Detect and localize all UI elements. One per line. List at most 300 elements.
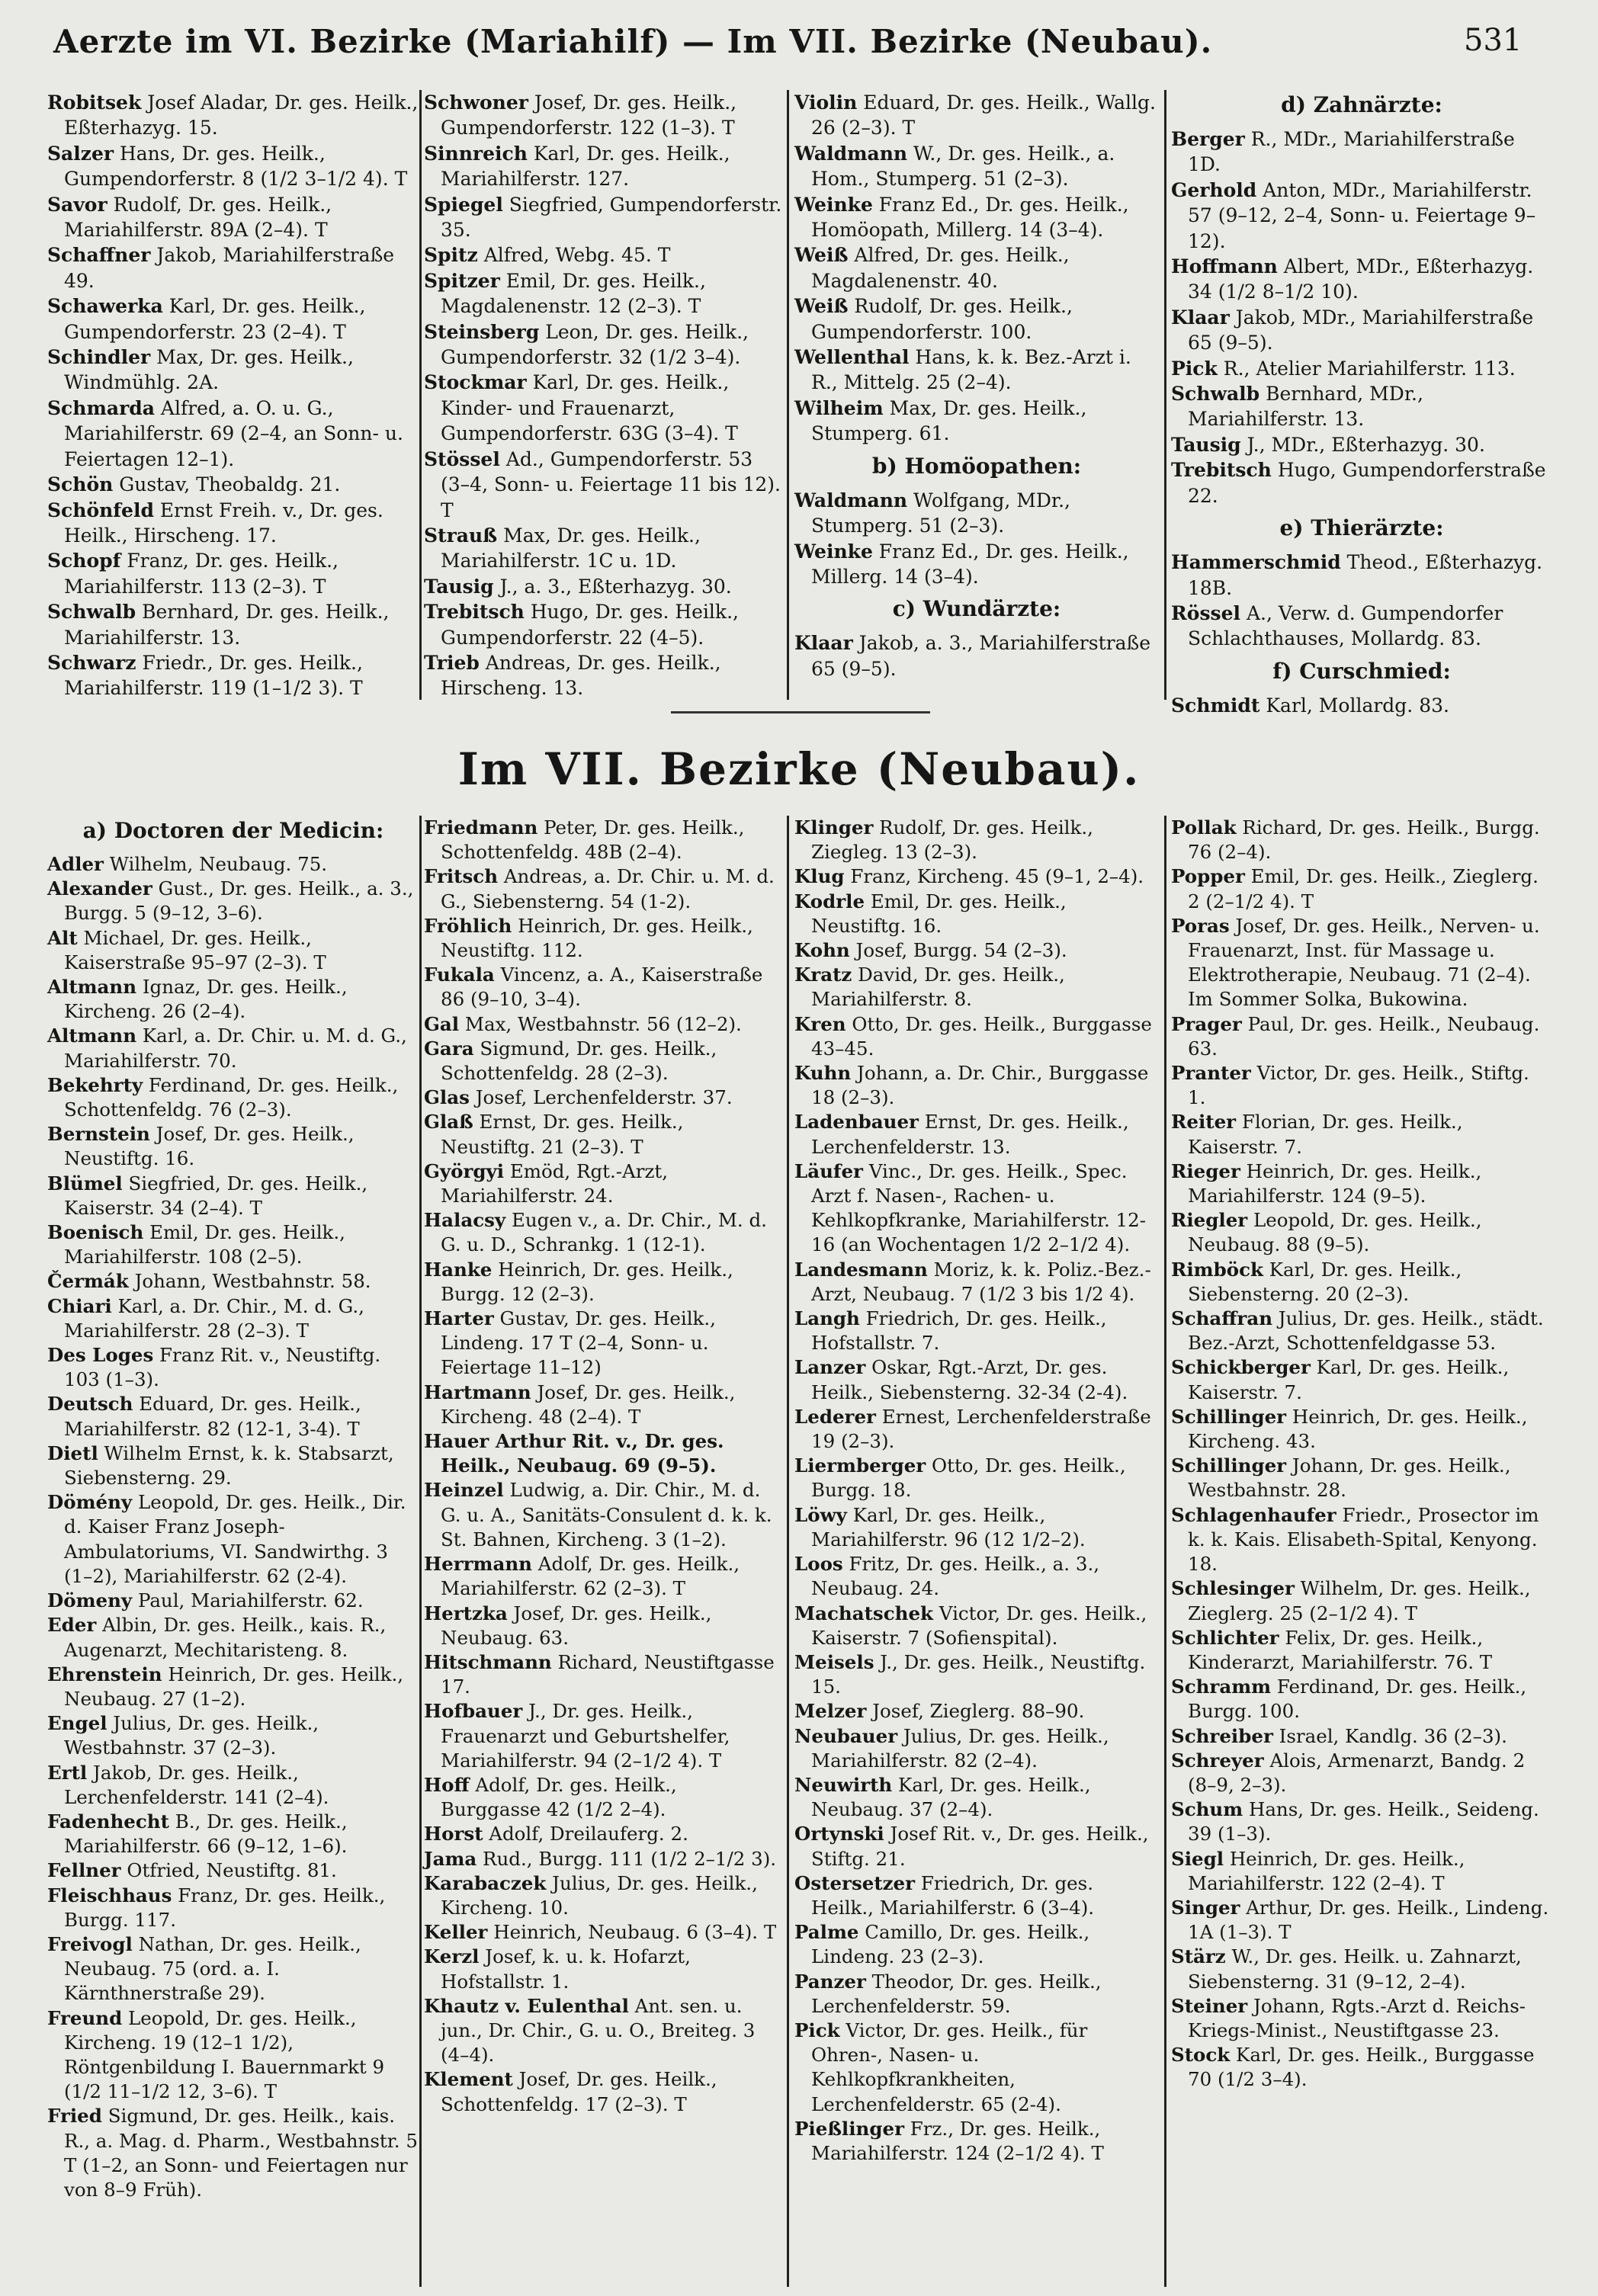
entry-details: Franz, Dr. ges. Heilk., Burgg. 117. bbox=[64, 1884, 386, 1931]
entry-details: Josef, Dr. ges. Heilk., Neubaug. 63. bbox=[441, 1602, 712, 1649]
entry-details: A., Verw. d. Gumpendorfer Schlachthauses, Mollardg. 83. bbox=[1188, 601, 1503, 650]
entry-name: Hartmann bbox=[424, 1380, 531, 1403]
directory-entry bbox=[794, 816, 1159, 864]
entry-name: Györgyi bbox=[424, 1159, 505, 1182]
entry-details: Victor, Dr. ges. Heilk., Stiftg. 1. bbox=[1188, 1062, 1529, 1109]
directory-entry bbox=[424, 914, 782, 963]
directory-entry bbox=[794, 1405, 1159, 1454]
entry-name: Strauß bbox=[424, 524, 498, 547]
entry-details: Gust., Dr. ges. Heilk., a. 3., Burgg. 5 (9–12, 3–6). bbox=[64, 877, 414, 925]
entry-name: Fritsch bbox=[424, 865, 499, 888]
entry-details: Wilhelm, Neubaug. 75. bbox=[103, 853, 328, 875]
entry-name: Hauer Arthur Rit. v., Dr. ges. Heilk., Neubaug. 69 (9–5). bbox=[424, 1430, 724, 1477]
entry-details: Paul, Dr. ges. Heilk., Neubaug. 63. bbox=[1188, 1012, 1540, 1060]
directory-entry bbox=[47, 345, 419, 396]
entry-details: Karl, Dr. ges. Heilk., Siebensterng. 20 (2–3). bbox=[1188, 1258, 1462, 1305]
entry-details: Julius, Dr. ges. Heilk., städt. Bez.-Arzt, Schottenfeldgasse 53. bbox=[1188, 1307, 1544, 1355]
entry-details: Karl, Mollardg. 83. bbox=[1259, 694, 1449, 717]
page-number: 531 bbox=[1464, 23, 1523, 58]
entry-name: Blümel bbox=[47, 1172, 123, 1194]
entry-details: Heinrich, Dr. ges. Heilk., Mariahilferstr. 124 (9–5). bbox=[1188, 1159, 1482, 1207]
entry-name: Liermberger bbox=[794, 1454, 926, 1477]
entry-details: Arthur, Dr. ges. Heilk., Lindeng. 1A (1–3). T bbox=[1188, 1896, 1549, 1944]
directory-entry bbox=[424, 90, 782, 141]
entry-details: Karl, Dr. ges. Heilk., Mariahilferstr. 96 (12 1/2–2). bbox=[811, 1503, 1086, 1550]
entry-name: Pick bbox=[1171, 357, 1218, 380]
directory-entry bbox=[424, 1307, 782, 1380]
entry-details: Albert, MDr., Eßterhazyg. 34 (1/2 8–1/2 10). bbox=[1188, 255, 1534, 303]
entry-details: Emil, Dr. ges. Heilk., Mariahilferstr. 108 (2–5). bbox=[64, 1221, 345, 1268]
entry-name: Dietl bbox=[47, 1441, 98, 1464]
directory-entry bbox=[794, 630, 1159, 681]
entry-details: Nathan, Dr. ges. Heilk., Neubaug. 75 (ord. a. I. Kärnthnerstraße 29). bbox=[64, 1932, 361, 2005]
section-heading-homoeopathen: b) Homöopathen: bbox=[871, 453, 1082, 479]
entry-name: Trebitsch bbox=[1171, 459, 1272, 482]
directory-entry bbox=[794, 1970, 1159, 2019]
entry-details: Camillo, Dr. ges. Heilk., Lindeng. 23 (2–3). bbox=[811, 1921, 1090, 1968]
directory-entry bbox=[794, 1258, 1159, 1307]
entry-name: Gerhold bbox=[1171, 178, 1257, 201]
entry-details: Hugo, Gumpendorferstraße 22. bbox=[1188, 459, 1546, 507]
entry-details: Michael, Dr. ges. Heilk., Kaiserstraße 95–97 (2–3). T bbox=[64, 926, 326, 973]
entry-name: Hoffmann bbox=[1171, 255, 1278, 278]
entry-details: Josef, Zieglerg. 88–90. bbox=[866, 1700, 1085, 1723]
directory-entry bbox=[424, 141, 782, 192]
entry-details: Heinrich, Dr. ges. Heilk., Burgg. 12 (2–3). bbox=[441, 1258, 733, 1305]
entry-name: Schlagenhaufer bbox=[1171, 1503, 1336, 1526]
directory-entry bbox=[47, 1220, 419, 1269]
entry-name: Klaar bbox=[794, 632, 853, 655]
entry-name: Spiegel bbox=[424, 193, 503, 216]
section-heading-doctoren: a) Doctoren der Medicin: bbox=[82, 818, 384, 843]
directory-entry bbox=[47, 498, 419, 549]
directory-entry bbox=[794, 1724, 1159, 1773]
directory-entry bbox=[47, 192, 419, 243]
directory-entry bbox=[794, 1503, 1159, 1552]
directory-entry bbox=[1171, 601, 1552, 652]
entry-name: Violin bbox=[794, 91, 858, 114]
entry-name: Steiner bbox=[1171, 1994, 1248, 2017]
entry-name: Schmarda bbox=[47, 396, 155, 419]
entry-details: Johann, Rgts.-Arzt d. Reichs-Kriegs-Minist., Neustiftgasse 23. bbox=[1188, 1994, 1526, 2041]
directory-entry bbox=[1171, 127, 1552, 178]
entry-details: Alfred, a. O. u. G., Mariahilferstr. 69 (2–4, an Sonn- u. Feiertagen 12–1). bbox=[64, 396, 403, 470]
entry-name: Hanke bbox=[424, 1258, 493, 1281]
entry-name: Jama bbox=[424, 1847, 477, 1870]
directory-entry bbox=[1171, 1307, 1552, 1355]
entry-details: J., Dr. ges. Heilk., Neustiftg. 15. bbox=[811, 1650, 1146, 1698]
directory-entry bbox=[1171, 1355, 1552, 1404]
directory-entry bbox=[794, 1110, 1159, 1159]
entry-name: Kuhn bbox=[794, 1062, 852, 1085]
entry-details: Josef, Dr. ges. Heilk., Kircheng. 48 (2–4). T bbox=[441, 1380, 736, 1428]
entry-name: Fried bbox=[47, 2105, 102, 2128]
entry-name: Kren bbox=[794, 1012, 846, 1035]
entry-details: Josef, Dr. ges. Heilk., Schottenfeldg. 17 (2–3). T bbox=[441, 2068, 717, 2115]
directory-entry bbox=[794, 1012, 1159, 1061]
column-1 bbox=[47, 90, 419, 700]
entry-name: Schawerka bbox=[47, 295, 163, 318]
entry-name: Riegler bbox=[1171, 1209, 1248, 1232]
entry-name: Spitz bbox=[424, 244, 478, 267]
directory-entry bbox=[1171, 1576, 1552, 1625]
directory-entry bbox=[47, 1810, 419, 1858]
column-rule bbox=[787, 90, 789, 700]
entry-details: Johann, Dr. ges. Heilk., Westbahnstr. 28. bbox=[1188, 1454, 1511, 1502]
directory-entry bbox=[794, 1650, 1159, 1699]
directory-entry bbox=[424, 1920, 782, 1945]
entry-details: Bernhard, MDr., Mariahilferstr. 13. bbox=[1188, 383, 1423, 431]
entry-name: Ortynski bbox=[794, 1823, 884, 1845]
entry-name: Lanzer bbox=[794, 1356, 866, 1379]
entry-details: Vinc., Dr. ges. Heilk., Spec. Arzt f. Nasen-, Rachen- u. Kehlkopfkranke, Mariahilferstr. 12-16 (an Wochentagen 1/2 2–1/2 4). bbox=[811, 1159, 1147, 1256]
directory-entry bbox=[1171, 1061, 1552, 1110]
directory-entry bbox=[1171, 1749, 1552, 1797]
directory-entry bbox=[47, 650, 419, 701]
entry-name: Gara bbox=[424, 1037, 474, 1060]
entry-details: Leopold, Dr. ges. Heilk., Dir. d. Kaiser Franz Joseph-Ambulatoriums, VI. Sandwirthg. 3 (1–2), Mariahilferstr. 62 (2-4). bbox=[64, 1491, 406, 1587]
directory-entry bbox=[794, 1552, 1159, 1601]
directory-entry bbox=[47, 1392, 419, 1441]
column-1 bbox=[47, 816, 419, 2287]
entry-name: Des Loges bbox=[47, 1344, 154, 1367]
entry-name: Schillinger bbox=[1171, 1405, 1287, 1428]
directory-entry bbox=[1171, 914, 1552, 1012]
entry-name: Schön bbox=[47, 473, 114, 496]
entry-details: B., Dr. ges. Heilk., Mariahilferstr. 66 (9–12, 1–6). bbox=[64, 1810, 348, 1858]
entry-details: Josef, Burgg. 54 (2–3). bbox=[849, 939, 1067, 962]
entry-name: Pollak bbox=[1171, 816, 1237, 839]
directory-entry bbox=[794, 1159, 1159, 1258]
entry-name: Harter bbox=[424, 1307, 494, 1330]
directory-entry bbox=[1171, 356, 1552, 381]
directory-entry bbox=[424, 1110, 782, 1159]
entry-name: Klinger bbox=[794, 816, 874, 839]
entry-name: Schreyer bbox=[1171, 1749, 1264, 1772]
entry-name: Schreiber bbox=[1171, 1724, 1273, 1747]
entry-name: Langh bbox=[794, 1307, 860, 1330]
entry-details: Emöd, Rgt.-Arzt, Mariahilferstr. 24. bbox=[441, 1159, 668, 1207]
directory-entry bbox=[47, 926, 419, 975]
entry-details: Julius, Dr. ges. Heilk., Mariahilferstr. 82 (2–4). bbox=[811, 1724, 1109, 1772]
entry-name: Schmidt bbox=[1171, 694, 1260, 717]
directory-entry bbox=[794, 1061, 1159, 1110]
entry-name: Dömeny bbox=[47, 1589, 133, 1612]
directory-entry bbox=[47, 1589, 419, 1613]
directory-entry bbox=[424, 1650, 782, 1699]
directory-entry bbox=[424, 1945, 782, 1993]
entry-name: Horst bbox=[424, 1823, 483, 1845]
directory-entry bbox=[1171, 1896, 1552, 1945]
entry-details: Heinrich, Dr. ges. Heilk., Neustiftg. 112. bbox=[441, 914, 753, 962]
entry-name: Melzer bbox=[794, 1700, 867, 1723]
entry-details: Josef, Dr. ges. Heilk., Neustiftg. 16. bbox=[64, 1123, 355, 1170]
entry-details: Rudolf, Dr. ges. Heilk., Ziegleg. 13 (2–3). bbox=[811, 816, 1093, 864]
entry-name: Ostersetzer bbox=[794, 1871, 916, 1894]
entry-name: Schindler bbox=[47, 346, 151, 369]
thieraerzte-list bbox=[1171, 550, 1552, 652]
entry-name: Heinzel bbox=[424, 1479, 504, 1502]
entry-name: Pießlinger bbox=[794, 2117, 904, 2140]
entry-name: Kerzl bbox=[424, 1945, 480, 1968]
entry-name: Weiß bbox=[794, 295, 849, 318]
directory-entry bbox=[47, 1269, 419, 1294]
entry-name: Tausig bbox=[1171, 433, 1241, 456]
entry-details: Vincenz, a. A., Kaiserstraße 86 (9–10, 3–4). bbox=[441, 964, 763, 1011]
directory-entry bbox=[424, 816, 782, 864]
section-title: Im VII. Bezirke (Neubau). bbox=[457, 743, 1141, 795]
entry-details: Franz, Kircheng. 45 (9–1, 2–4). bbox=[844, 865, 1144, 888]
directory-entry bbox=[1171, 381, 1552, 432]
entry-name: Tausig bbox=[424, 575, 494, 598]
entry-name: Dömény bbox=[47, 1491, 133, 1514]
directory-entry bbox=[47, 242, 419, 293]
entry-name: Altmann bbox=[47, 976, 137, 999]
directory-entry bbox=[1171, 550, 1552, 601]
directory-entry bbox=[1171, 1797, 1552, 1846]
running-title: Aerzte im VI. Bezirke (Mariahilf) — Im VII. Bezirke (Neubau). bbox=[53, 23, 1213, 60]
directory-entry bbox=[794, 90, 1159, 141]
directory-entry bbox=[47, 1294, 419, 1343]
directory-entry bbox=[424, 1012, 782, 1037]
directory-entry bbox=[424, 599, 782, 650]
entry-details: Andreas, a. Dr. Chir. u. M. d. G., Siebensterng. 54 (1-2). bbox=[441, 865, 775, 912]
directory-entry bbox=[1171, 1503, 1552, 1577]
directory-entry bbox=[1171, 693, 1552, 718]
section-heading-zahnaerzte: d) Zahnärzte: bbox=[1281, 92, 1442, 117]
entry-name: Schwalb bbox=[1171, 383, 1260, 406]
entry-details: Max, Dr. ges. Heilk., Windmühlg. 2A. bbox=[64, 346, 354, 394]
entry-details: Karl, Dr. ges. Heilk., Kinder- und Frauenarzt, Gumpendorferstr. 63G (3–4). T bbox=[441, 371, 738, 445]
entry-details: Hans, Dr. ges. Heilk., Gumpendorferstr. 8 (1/2 3–1/2 4). T bbox=[64, 142, 408, 191]
entry-name: Schaffran bbox=[1171, 1307, 1273, 1330]
entry-details: R., Atelier Mariahilferstr. 113. bbox=[1217, 357, 1516, 380]
entry-name: Berger bbox=[1171, 128, 1245, 150]
entry-details: Leopold, Dr. ges. Heilk., Neubaug. 88 (9–5). bbox=[1188, 1209, 1482, 1256]
entry-name: Gal bbox=[424, 1012, 460, 1035]
directory-entry bbox=[794, 293, 1159, 345]
entry-name: Ertl bbox=[47, 1761, 88, 1784]
entry-name: Glaß bbox=[424, 1111, 473, 1134]
directory-entry bbox=[424, 1994, 782, 2068]
entry-name: Kratz bbox=[794, 964, 852, 986]
entry-name: Hoff bbox=[424, 1773, 470, 1796]
directory-entry bbox=[794, 1454, 1159, 1502]
entry-details: Karl, a. Dr. Chir. u. M. d. G., Mariahilferstr. 70. bbox=[64, 1025, 407, 1072]
directory-entry bbox=[47, 1073, 419, 1122]
entry-details: Victor, Dr. ges. Heilk., Kaiserstr. 7 (Sofienspital). bbox=[811, 1602, 1147, 1649]
entry-details: Paul, Mariahilferstr. 62. bbox=[132, 1589, 364, 1612]
entry-name: Löwy bbox=[794, 1503, 847, 1526]
entry-details: Ernst, Dr. ges. Heilk., Lerchenfelderstr. 13. bbox=[811, 1111, 1129, 1158]
page-header bbox=[0, 23, 1598, 76]
entry-details: Josef, Dr. ges. Heilk., Gumpendorferstr. 122 (1–3). T bbox=[441, 91, 737, 139]
directory-entry bbox=[794, 488, 1159, 539]
entry-details: Peter, Dr. ges. Heilk., Schottenfeldg. 48B (2–4). bbox=[441, 816, 745, 864]
directory-entry bbox=[424, 1602, 782, 1650]
zahnaerzte-list bbox=[1171, 127, 1552, 508]
entry-name: Schillinger bbox=[1171, 1454, 1287, 1477]
entry-name: Wilheim bbox=[794, 396, 884, 419]
entry-details: Max, Westbahnstr. 56 (12–2). bbox=[459, 1012, 742, 1035]
directory-entry bbox=[424, 1552, 782, 1601]
entry-name: Machatschek bbox=[794, 1602, 934, 1624]
entry-details: Friedr., Dr. ges. Heilk., Mariahilferstr. 119 (1–1/2 3). T bbox=[64, 651, 363, 700]
entry-details: Emil, Dr. ges. Heilk., Magdalenenstr. 12 (2–3). T bbox=[441, 269, 706, 318]
directory-entry bbox=[47, 1932, 419, 2006]
entry-details: Julius, Dr. ges. Heilk., Kircheng. 10. bbox=[441, 1871, 758, 1919]
directory-entry bbox=[794, 890, 1159, 938]
directory-entry bbox=[794, 1871, 1159, 1920]
entry-name: Alt bbox=[47, 926, 78, 949]
entry-name: Halacsy bbox=[424, 1209, 506, 1232]
entry-details: Josef, Dr. ges. Heilk., Nerven- u. Frauenarzt, Inst. für Massage u. Elektrotherapie, Neubaug. 71 (2–4). Im Sommer Solka, Bukowina. bbox=[1188, 914, 1540, 1011]
entry-details: Friedr., Prosector im k. k. Kais. Elisabeth-Spital, Kenyong. 18. bbox=[1188, 1503, 1539, 1576]
entry-name: Schaffner bbox=[47, 244, 151, 267]
entry-details: Heinrich, Neubaug. 6 (3–4). T bbox=[487, 1921, 777, 1944]
entry-details: Karl, Dr. ges. Heilk., Burggasse 70 (1/2 3–4). bbox=[1188, 2044, 1535, 2091]
entry-name: Savor bbox=[47, 193, 107, 216]
entry-details: Alfred, Webg. 45. T bbox=[477, 244, 671, 267]
directory-entry bbox=[1171, 305, 1552, 356]
directory-entry bbox=[1171, 1258, 1552, 1307]
entry-name: Alexander bbox=[47, 877, 152, 900]
entry-details: Emil, Dr. ges. Heilk., Zieglerg. 2 (2–1/2 4). T bbox=[1188, 865, 1539, 912]
entry-name: Fleischhaus bbox=[47, 1884, 172, 1906]
curschmied-list bbox=[1171, 693, 1552, 718]
directory-entry bbox=[424, 1429, 782, 1478]
directory-entry bbox=[1171, 816, 1552, 864]
entry-details: Sigmund, Dr. ges. Heilk., Schottenfeldg. 28 (2–3). bbox=[441, 1037, 717, 1085]
directory-entry bbox=[424, 1847, 782, 1871]
entry-details: Karl, Dr. ges. Heilk., Kaiserstr. 7. bbox=[1188, 1356, 1510, 1403]
entry-name: Läufer bbox=[794, 1159, 863, 1182]
directory-entry bbox=[424, 1699, 782, 1773]
directory-entry bbox=[47, 1490, 419, 1589]
entry-name: Weinke bbox=[794, 540, 873, 563]
directory-entry bbox=[1171, 178, 1552, 254]
entry-name: Karabaczek bbox=[424, 1871, 547, 1894]
entry-details: Emil, Dr. ges. Heilk., Neustiftg. 16. bbox=[811, 890, 1067, 937]
directory-entry bbox=[794, 192, 1159, 243]
entry-name: Hitschmann bbox=[424, 1650, 552, 1673]
entry-name: Siegl bbox=[1171, 1847, 1224, 1870]
entry-name: Čermák bbox=[47, 1270, 129, 1293]
entry-details: Eduard, Dr. ges. Heilk., Wallg. 26 (2–3). T bbox=[811, 91, 1156, 139]
directory-entry bbox=[794, 1822, 1159, 1871]
entry-name: Spitzer bbox=[424, 269, 500, 292]
entry-details: Alois, Armenarzt, Bandg. 2 (8–9, 2–3). bbox=[1188, 1749, 1526, 1796]
entry-name: Fröhlich bbox=[424, 914, 512, 937]
directory-entry bbox=[47, 1711, 419, 1760]
entry-details: Felix, Dr. ges. Heilk., Kinderarzt, Mariahilferstr. 76. T bbox=[1188, 1626, 1493, 1673]
entry-name: Klement bbox=[424, 2068, 513, 2091]
entry-name: Schlichter bbox=[1171, 1626, 1279, 1649]
directory-entry bbox=[424, 1380, 782, 1429]
directory-entry bbox=[794, 396, 1159, 447]
entry-details: Ant. sen. u. jun., Dr. Chir., G. u. O., Breiteg. 3 (4–4). bbox=[441, 1994, 756, 2067]
entry-details: Johann, Westbahnstr. 58. bbox=[128, 1270, 371, 1293]
directory-entry bbox=[424, 523, 782, 574]
entry-name: Khautz v. Eulenthal bbox=[424, 1994, 629, 2017]
entry-name: Boenisch bbox=[47, 1221, 144, 1244]
directory-entry bbox=[1171, 457, 1552, 508]
entry-name: Palme bbox=[794, 1921, 859, 1944]
entry-name: Pranter bbox=[1171, 1062, 1251, 1085]
directory-entry bbox=[424, 1773, 782, 1822]
entry-details: Johann, a. Dr. Chir., Burggasse 18 (2–3). bbox=[811, 1062, 1149, 1109]
directory-entry bbox=[794, 1307, 1159, 1355]
directory-entry bbox=[47, 1441, 419, 1490]
entry-details: Ludwig, a. Dir. Chir., M. d. G. u. A., Sanitäts-Consulent d. k. k. St. Bahnen, Kircheng. 3 (1–2). bbox=[441, 1479, 772, 1550]
entry-name: Neubauer bbox=[794, 1724, 898, 1747]
entry-name: Altmann bbox=[47, 1025, 137, 1047]
entry-details: Heinrich, Dr. ges. Heilk., Kircheng. 43. bbox=[1188, 1405, 1528, 1453]
entry-details: Ernst Freih. v., Dr. ges. Heilk., Hirscheng. 17. bbox=[64, 499, 383, 547]
entry-name: Kodrle bbox=[794, 890, 865, 912]
entry-name: Lederer bbox=[794, 1405, 876, 1428]
entry-name: Rieger bbox=[1171, 1159, 1240, 1182]
directory-entry bbox=[424, 192, 782, 243]
entry-details: Max, Dr. ges. Heilk., Mariahilferstr. 1C u. 1D. bbox=[441, 524, 701, 572]
entry-name: Hertzka bbox=[424, 1602, 508, 1624]
column-rule bbox=[1164, 816, 1166, 2287]
column-4 bbox=[1171, 90, 1552, 717]
directory-entry bbox=[794, 345, 1159, 396]
entry-name: Friedmann bbox=[424, 816, 538, 839]
directory-entry bbox=[424, 447, 782, 523]
entry-name: Fadenhecht bbox=[47, 1810, 169, 1833]
entry-name: Neuwirth bbox=[794, 1773, 893, 1796]
directory-entry bbox=[1171, 1994, 1552, 2043]
entry-details: Fritz, Dr. ges. Heilk., a. 3., Neubaug. 24. bbox=[811, 1553, 1100, 1600]
entry-name: Schwalb bbox=[47, 601, 136, 624]
directory-entry bbox=[424, 650, 782, 701]
entry-name: Bekehrty bbox=[47, 1073, 143, 1096]
entry-name: Engel bbox=[47, 1712, 107, 1735]
entry-details: Ferdinand, Dr. ges. Heilk., Schottenfeldg. 76 (2–3). bbox=[64, 1073, 399, 1121]
directory-entry bbox=[424, 1478, 782, 1552]
directory-entry bbox=[47, 975, 419, 1024]
directory-entry bbox=[47, 472, 419, 497]
directory-entry bbox=[1171, 1945, 1552, 1993]
entry-name: Poras bbox=[1171, 914, 1230, 937]
directory-entry bbox=[1171, 254, 1552, 305]
entry-name: Schlesinger bbox=[1171, 1577, 1295, 1600]
directory-entry bbox=[424, 574, 782, 599]
section-separator bbox=[671, 711, 930, 713]
directory-entry bbox=[47, 1343, 419, 1392]
directory-entry bbox=[794, 539, 1159, 590]
entry-name: Fellner bbox=[47, 1859, 121, 1882]
entry-details: Hans, k. k. Bez.-Arzt i. R., Mittelg. 25 (2–4). bbox=[811, 346, 1131, 394]
column-2 bbox=[424, 90, 782, 700]
directory-entry bbox=[47, 1884, 419, 1932]
entry-name: Pick bbox=[794, 2019, 840, 2041]
directory-entry bbox=[424, 268, 782, 319]
entry-details: Josef, k. u. k. Hofarzt, Hofstallstr. 1. bbox=[441, 1945, 691, 1993]
entry-details: Eugen v., a. Dr. Chir., M. d. G. u. D., Schrankg. 1 (12-1). bbox=[441, 1209, 767, 1256]
entry-details: Sigmund, Dr. ges. Heilk., kais. R., a. Mag. d. Pharm., Westbahnstr. 5 T (1–2, an Sonn- und Feiertagen nur von 8–9 Früh). bbox=[64, 2105, 418, 2201]
directory-entry bbox=[47, 396, 419, 472]
directory-entry bbox=[1171, 1405, 1552, 1454]
directory-entry bbox=[1171, 1724, 1552, 1749]
directory-entry bbox=[424, 319, 782, 370]
entry-details: Franz, Dr. ges. Heilk., Mariahilferstr. 113 (2–3). T bbox=[64, 550, 339, 598]
directory-entry bbox=[1171, 1626, 1552, 1675]
entry-details: Jakob, a. 3., Mariahilferstraße 65 (9–5). bbox=[811, 632, 1150, 680]
entry-details: Jakob, Mariahilferstraße 49. bbox=[64, 244, 395, 292]
